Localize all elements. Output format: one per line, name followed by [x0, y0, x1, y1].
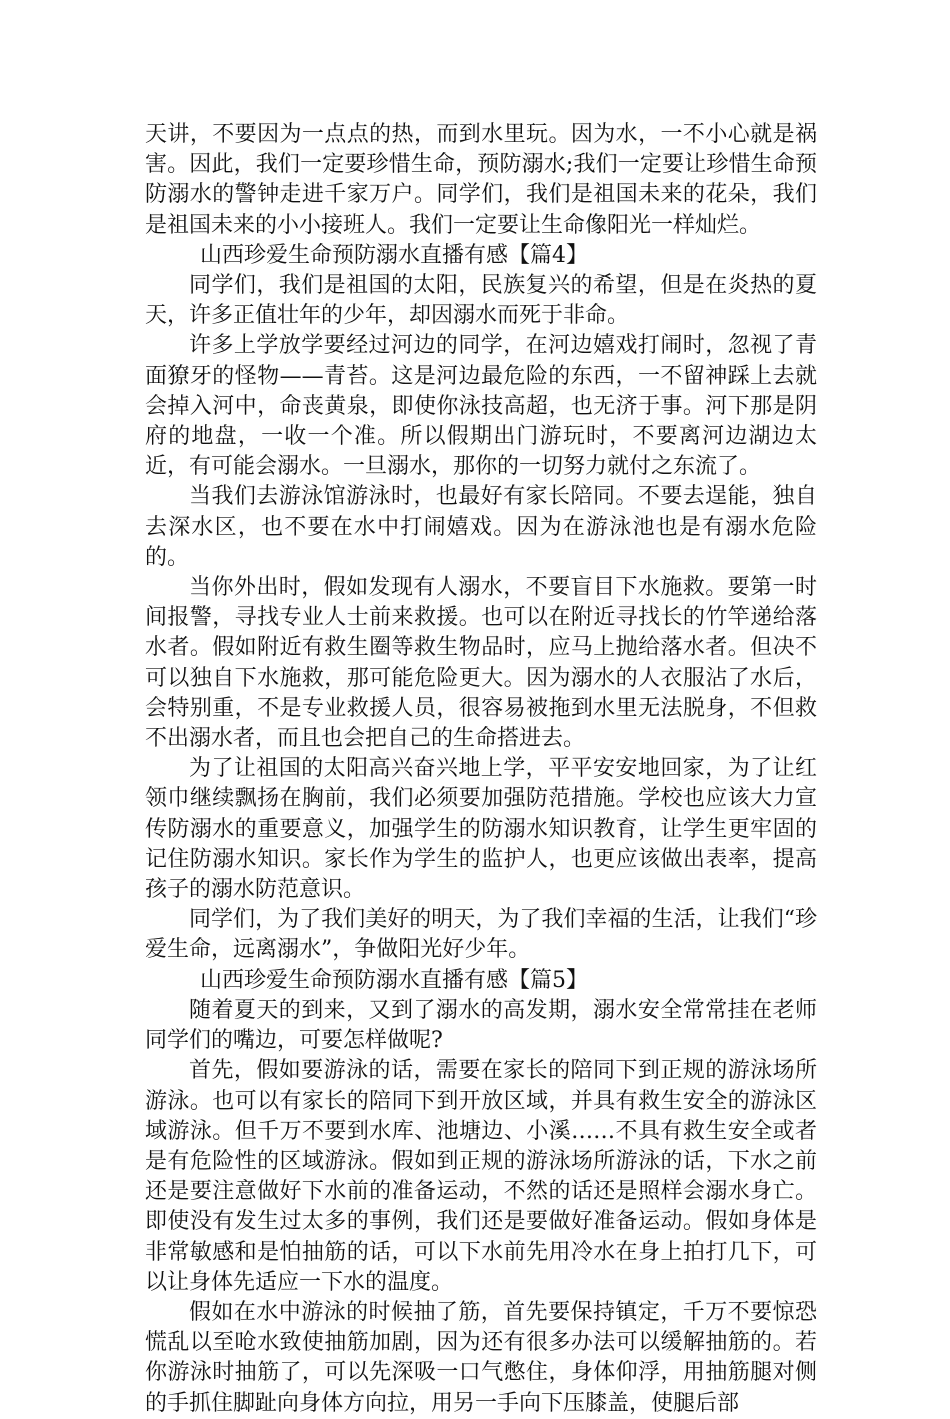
paragraph: 当你外出时，假如发现有人溺水，不要盲目下水施救。要第一时间报警，寻找专业人士前来救援。也可以在附近寻找长的竹竿递给落水者。假如附近有救生圈等救生物品时，应马上抛给落水者。但决不可以独自下水施救，那可能危险更大。因为溺水的人衣服沾了水后，会特别重，不是专业救援人员，很容易被拖到水里无法脱身，不但救不出溺水者，而且也会把自己的生命搭进去。	[145, 575, 817, 752]
paragraph: 同学们，我们是祖国的太阳，民族复兴的希望，但是在炎热的夏天，许多正值壮年的少年，却因溺水而死于非命。	[145, 273, 817, 329]
paragraph: 同学们，为了我们美好的明天，为了我们幸福的生活，让我们“珍爱生命，远离溺水”，争做阳光好少年。	[145, 907, 817, 963]
section-heading-5: 山西珍爱生命预防溺水直播有感【篇5】	[200, 967, 588, 993]
paragraph: 为了让祖国的太阳高兴奋兴地上学，平平安安地回家，为了让红领巾继续飘扬在胸前，我们必须要加强防范措施。学校也应该大力宣传防溺水的重要意义，加强学生的防溺水知识教育，让学生更牢固的记住防溺水知识。家长作为学生的监护人，也更应该做出表率，提高孩子的溺水防范意识。	[145, 756, 817, 903]
paragraph: 首先，假如要游泳的话，需要在家长的陪同下到正规的游泳场所游泳。也可以有家长的陪同下到开放区域，并具有救生安全的游泳区域游泳。但千万不要到水库、池塘边、小溪……不具有救生安全或者是有危险性的区域游泳。假如到正规的游泳场所游泳的话，下水之前还是要注意做好下水前的准备运动，不然的话还是照样会溺水身亡。即使没有发生过太多的事例，我们还是要做好准备运动。假如身体是非常敏感和是怕抽筋的话，可以下水前先用冷水在身上拍打几下，可以让身体先适应一下水的温度。	[145, 1058, 817, 1295]
paragraph-continuation: 天讲，不要因为一点点的热，而到水里玩。因为水，一不小心就是祸害。因此，我们一定要珍惜生命，预防溺水;我们一定要让珍惜生命预防溺水的警钟走进千家万户。同学们，我们是祖国未来的花朵，我们是祖国未来的小小接班人。我们一定要让生命像阳光一样灿烂。	[145, 122, 817, 238]
paragraph: 假如在水中游泳的时候抽了筋，首先要保持镇定，千万不要惊恐慌乱以至呛水致使抽筋加剧，因为还有很多办法可以缓解抽筋的。若你游泳时抽筋了，可以先深吸一口气憋住，身体仰浮，用抽筋腿对侧的手抓住脚趾向身体方向拉，用另一手向下压膝盖，使腿后部	[145, 1299, 817, 1416]
paragraph: 随着夏天的到来，又到了溺水的高发期，溺水安全常常挂在老师同学们的嘴边，可要怎样做呢?	[145, 997, 817, 1054]
section-heading-4: 山西珍爱生命预防溺水直播有感【篇4】	[200, 242, 588, 268]
document-page	[145, 120, 817, 1419]
paragraph: 当我们去游泳馆游泳时，也最好有家长陪同。不要去逞能，独自去深水区，也不要在水中打闹嬉戏。因为在游泳池也是有溺水危险的。	[145, 484, 817, 570]
paragraph: 许多上学放学要经过河边的同学，在河边嬉戏打闹时，忽视了青面獠牙的怪物——青苔。这是河边最危险的东西，一不留神踩上去就会掉入河中，命丧黄泉，即使你泳技高超，也无济于事。河下那是阴府的地盘，一收一个准。所以假期出门游玩时，不要离河边湖边太近，有可能会溺水。一旦溺水，那你的一切努力就付之东流了。	[145, 333, 817, 480]
